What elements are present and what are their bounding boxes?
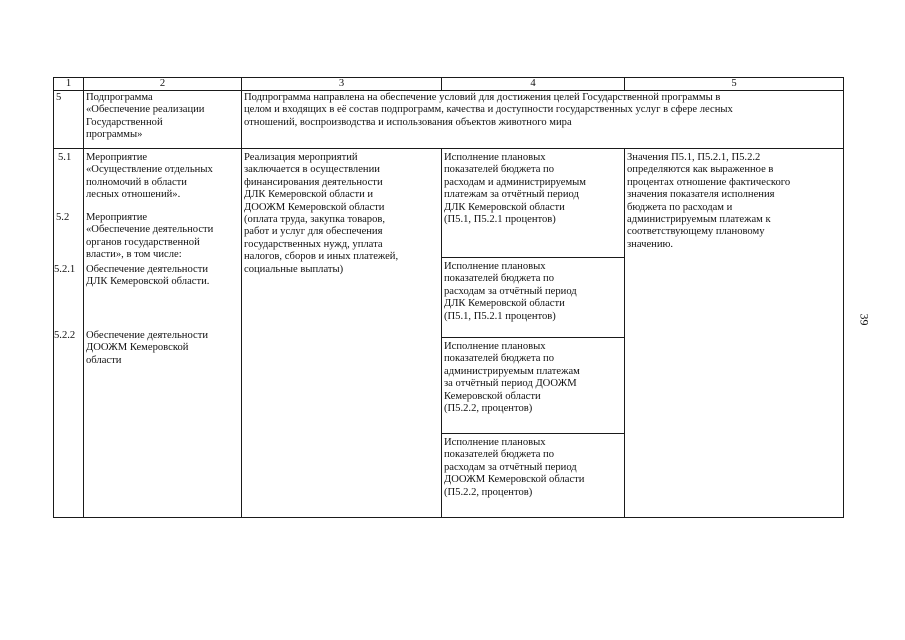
header-col-3: 3 (338, 78, 345, 89)
measure-number-5-2-2: 5.2.2 (54, 330, 76, 341)
indicator-divider-2 (441, 337, 624, 338)
measure-5-1-name: Мероприятие «Осуществление отдельных полномочий в области лесных отношений». (86, 152, 213, 201)
measure-5-2-1-name: Обеспечение деятельности ДЛК Кемеровской области. (86, 264, 210, 288)
measure-number-5-2-1: 5.2.1 (54, 264, 76, 275)
measures-implementation-description: Реализация мероприятий заключается в осуществлении финансирования деятельности ДЛК Кемеровской области и ДООЖМ Кемеровской области (оплата труда, закупка товаров, работ и услуг для обеспечения государственных нужд, уплата налогов, сборов и иных платежей, социальные выплаты) (244, 152, 399, 275)
header-col-5: 5 (731, 78, 737, 89)
header-row-divider (53, 90, 844, 91)
indicator-divider-3 (441, 433, 624, 434)
measure-5-2-2-name: Обеспечение деятельности ДООЖМ Кемеровской области (86, 330, 209, 366)
header-col-4: 4 (530, 78, 536, 89)
header-col-1: 1 (65, 78, 72, 89)
row5-subprogram-name: Подпрограмма «Обеспечение реализации Государственной программы» (86, 92, 205, 141)
indicator-divider-1 (441, 257, 624, 258)
col-divider-3 (441, 148, 442, 518)
indicator-1: Исполнение плановых показателей бюджета по расходам и администрируемым платежам за отчётный период ДЛК Кемеровской области (П5.1, П5.2.1 процентов) (444, 152, 586, 226)
header-col-2: 2 (159, 78, 166, 89)
row5-number: 5 (56, 92, 62, 103)
col-divider-1 (83, 77, 84, 518)
table-border-bottom (53, 517, 844, 518)
page-number: 39 (857, 313, 872, 326)
row5-subprogram-description: Подпрограмма направлена на обеспечение условий для достижения целей Государственной программы в целом и входящих в её состав подпрограмм, качества и доступности государственных услуг в сфере лесных отношений, воспроизводства и использования объектов животного мира (244, 92, 733, 128)
measure-5-2-name: Мероприятие «Обеспечение деятельности органов государственной власти», в том числе: (86, 212, 214, 261)
measure-number-5-1: 5.1 (58, 152, 72, 163)
indicator-3: Исполнение плановых показателей бюджета по администрируемым платежам за отчётный период ДООЖМ Кемеровской области (П5.2.2, процентов) (444, 341, 580, 415)
col-divider-2 (241, 77, 242, 518)
table-border-left (53, 77, 54, 518)
indicator-2: Исполнение плановых показателей бюджета по расходам за отчётный период ДЛК Кемеровской области (П5.1, П5.2.1 процентов) (444, 261, 577, 322)
row5-divider (53, 148, 844, 149)
col-divider-4 (624, 148, 625, 518)
indicator-4: Исполнение плановых показателей бюджета по расходам за отчётный период ДООЖМ Кемеровской области (П5.2.2, процентов) (444, 437, 585, 498)
measure-number-5-2: 5.2 (56, 212, 70, 223)
table-border-right (843, 77, 844, 518)
indicator-calculation-note: Значения П5.1, П5.2.1, П5.2.2 определяются как выраженное в процентах отношение фактического значения показателя исполнения бюджета по расходам и администрируемым платежам к соответствующему плановому значению. (627, 152, 791, 250)
